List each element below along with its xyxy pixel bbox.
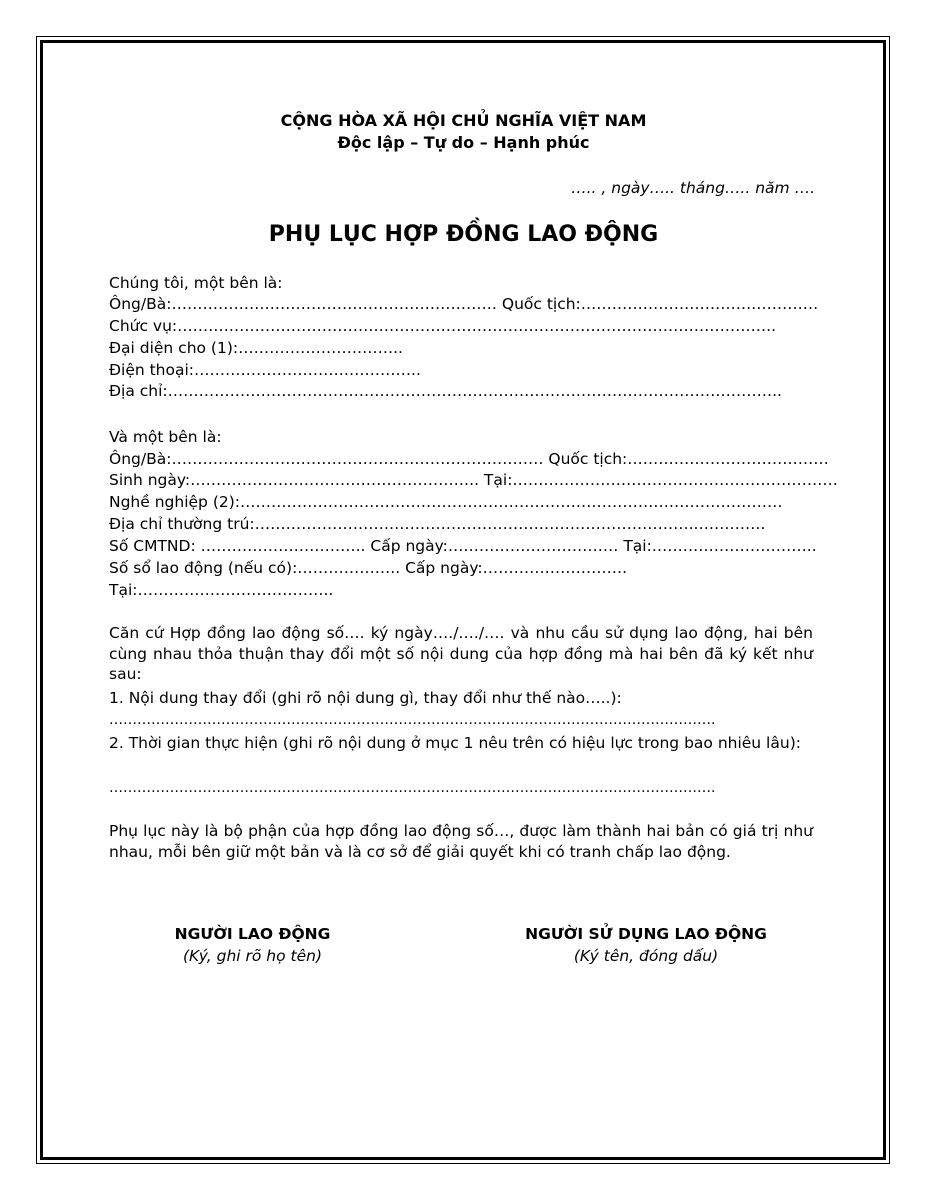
item-1-text: 1. Nội dung thay đổi (ghi rõ nội dung gì, thay đổi như thế nào…..): [109, 689, 622, 707]
party-a-position-field: Chức vụ:…………………………………………………………………………………………………….. [109, 317, 776, 335]
basis-paragraph: Căn cứ Hợp đồng lao động số…. ký ngày…./…./…. và nhu cầu sử dụng lao động, hai bên cùng nhau thỏa thuận thay đổi một số nội dung của hợp đồng mà hai bên đã ký kết như sau: [109, 624, 813, 683]
item-1-blank: …………………………………………………………………………………………………………………. [109, 712, 716, 728]
party-b-place-field: Tại:……………………………….. [109, 581, 334, 599]
party-a-intro: Chúng tôi, một bên là: [109, 274, 283, 292]
page-border-inner [40, 40, 886, 1160]
employee-signature-block [140, 923, 365, 967]
party-b-birth-field: Sinh ngày:……………………………………………….. Tại:……………………………………………………… [109, 471, 838, 489]
employee-title: NGƯỜI LAO ĐỘNG [174, 925, 331, 943]
party-b-residence-field: Địa chỉ thường trú:…………………………………………………………………………..…………. [109, 515, 766, 533]
employer-title: NGƯỜI SỬ DỤNG LAO ĐỘNG [525, 925, 767, 943]
item-2-text: 2. Thời gian thực hiện (ghi rõ nội dung ở mục 1 nêu trên có hiệu lực trong bao nhiêu lâu): [109, 734, 801, 752]
party-a-phone-field: Điện thoại:…………………………………….. [109, 361, 421, 379]
employee-note: (Ký, ghi rõ họ tên) [182, 947, 322, 965]
item-2-blank: …………………………………………………………………………………………………………………. [109, 780, 716, 796]
party-b-job-field: Nghề nghiệp (2):…………………………………………………………………………………………… [109, 493, 783, 511]
motto-header: Độc lập – Tự do – Hạnh phúc [337, 133, 590, 152]
employer-note: (Ký tên, đóng dấu) [573, 947, 719, 965]
country-header: CỘNG HÒA XÃ HỘI CHỦ NGHĨA VIỆT NAM [280, 111, 647, 130]
date-line: ….. , ngày….. tháng….. năm …. [571, 179, 815, 197]
party-b-id-field: Số CMTND: ………………………….. Cấp ngày:…………………………… Tại:………………………….. [109, 537, 817, 555]
closing-paragraph: Phụ lục này là bộ phận của hợp đồng lao động số…, được làm thành hai bản có giá trị như nhau, mỗi bên giữ một bản và là cơ sở để giải quyết khi có tranh chấp lao động. [109, 822, 813, 861]
party-a-represent-field: Đại diện cho (1):………………………….. [109, 339, 403, 357]
party-b-name-field: Ông/Bà:……………………………………………………………… Quốc tịch:………………………………… [109, 450, 829, 468]
party-b-labor-book-field: Số sổ lao động (nếu có):……………….. Cấp ngày:………………………. [109, 559, 628, 577]
employer-signature-block [496, 923, 796, 967]
party-b-intro: Và một bên là: [109, 428, 222, 446]
party-a-name-field: Ông/Bà:……………………………………………………… Quốc tịch:…………………………….………… [109, 295, 819, 313]
document-title: PHỤ LỤC HỢP ĐỒNG LAO ĐỘNG [268, 222, 659, 247]
party-a-address-field: Địa chỉ:……………………………………………………………………………………………………….. [109, 382, 782, 400]
